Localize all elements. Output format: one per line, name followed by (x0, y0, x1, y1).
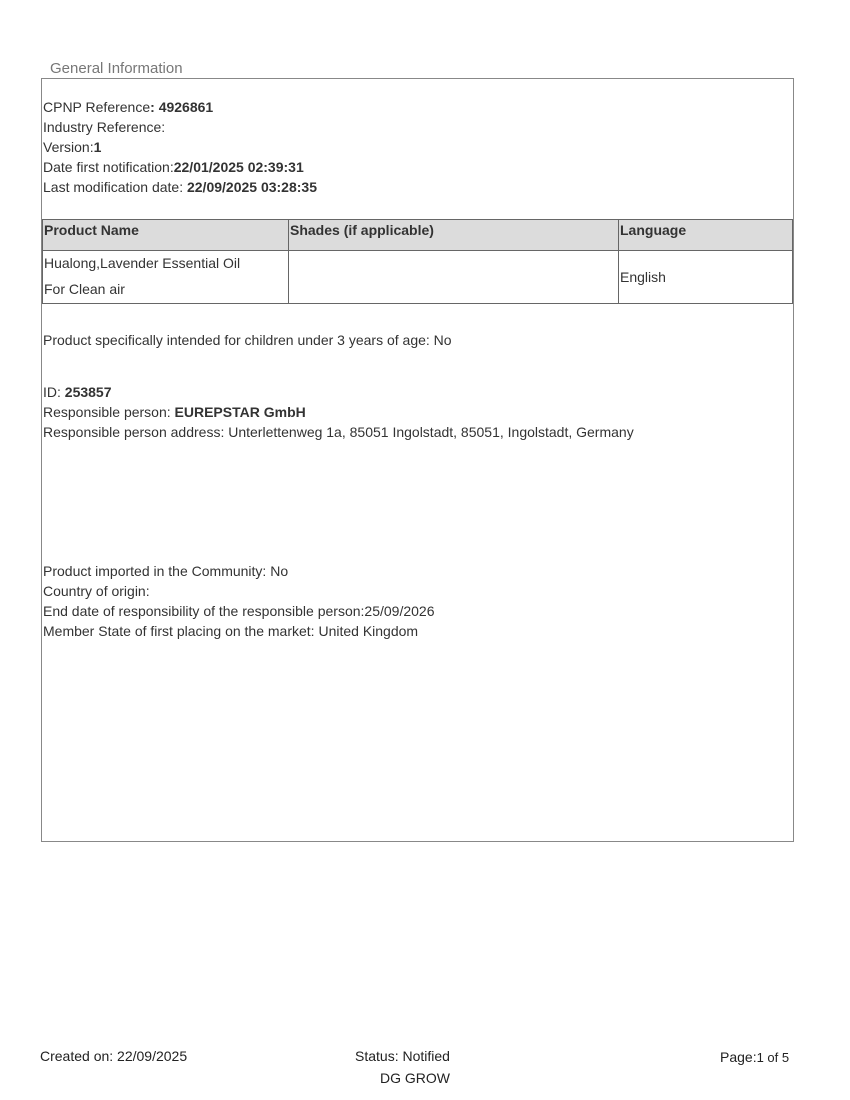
industry-reference: Industry Reference: (43, 119, 166, 135)
responsible-id (43, 382, 112, 402)
last-modification (43, 177, 317, 197)
responsible-person (43, 402, 306, 422)
table-row (43, 251, 793, 304)
member-state: Member State of first placing on the market: United Kingdom (43, 623, 419, 639)
person-value: EUREPSTAR GmbH (174, 404, 306, 420)
cpnp-label: CPNP Reference (43, 99, 151, 115)
last-mod-value: 22/09/2025 03:28:35 (186, 179, 317, 195)
version-label: Version: (43, 139, 94, 155)
product-table (42, 219, 793, 304)
page-value: 1 of 5 (756, 1050, 790, 1065)
country-of-origin: Country of origin: (43, 583, 150, 599)
first-notification (43, 157, 304, 177)
footer-status: Status: Notified (355, 1048, 450, 1064)
footer-page (720, 1049, 789, 1065)
cell-language: English (619, 251, 793, 304)
version (43, 137, 101, 157)
first-notif-label: Date first notification: (43, 159, 174, 175)
footer-dg: DG GROW (380, 1070, 450, 1086)
person-label: Responsible person: (43, 404, 175, 420)
table-header (43, 220, 793, 251)
id-label: ID: (43, 384, 65, 400)
children-statement: Product specifically intended for children under 3 years of age: No (43, 332, 452, 348)
cpnp-value: : 4926861 (150, 99, 214, 115)
page-label: Page: (720, 1049, 757, 1065)
header-shades: Shades (if applicable) (289, 220, 619, 251)
version-value: 1 (93, 139, 102, 155)
product-name-line1: Hualong,Lavender Essential Oil (44, 255, 241, 271)
first-notif-value: 22/01/2025 02:39:31 (173, 159, 304, 175)
id-value: 253857 (64, 384, 112, 400)
header-product-name: Product Name (43, 220, 289, 251)
last-mod-label: Last modification date: (43, 179, 187, 195)
cell-product-name (43, 251, 289, 304)
cell-shades (289, 251, 619, 304)
responsible-address: Responsible person address: Unterlettenweg 1a, 85051 Ingolstadt, 85051, Ingolstadt, Germany (43, 424, 634, 440)
product-name-line2: For Clean air (44, 281, 125, 297)
imported: Product imported in the Community: No (43, 563, 289, 579)
header-language: Language (619, 220, 793, 251)
section-title: General Information (50, 60, 183, 77)
footer-created: Created on: 22/09/2025 (40, 1048, 188, 1064)
end-date-responsibility: End date of responsibility of the responsible person:25/09/2026 (43, 603, 435, 619)
cpnp-reference (43, 97, 213, 117)
